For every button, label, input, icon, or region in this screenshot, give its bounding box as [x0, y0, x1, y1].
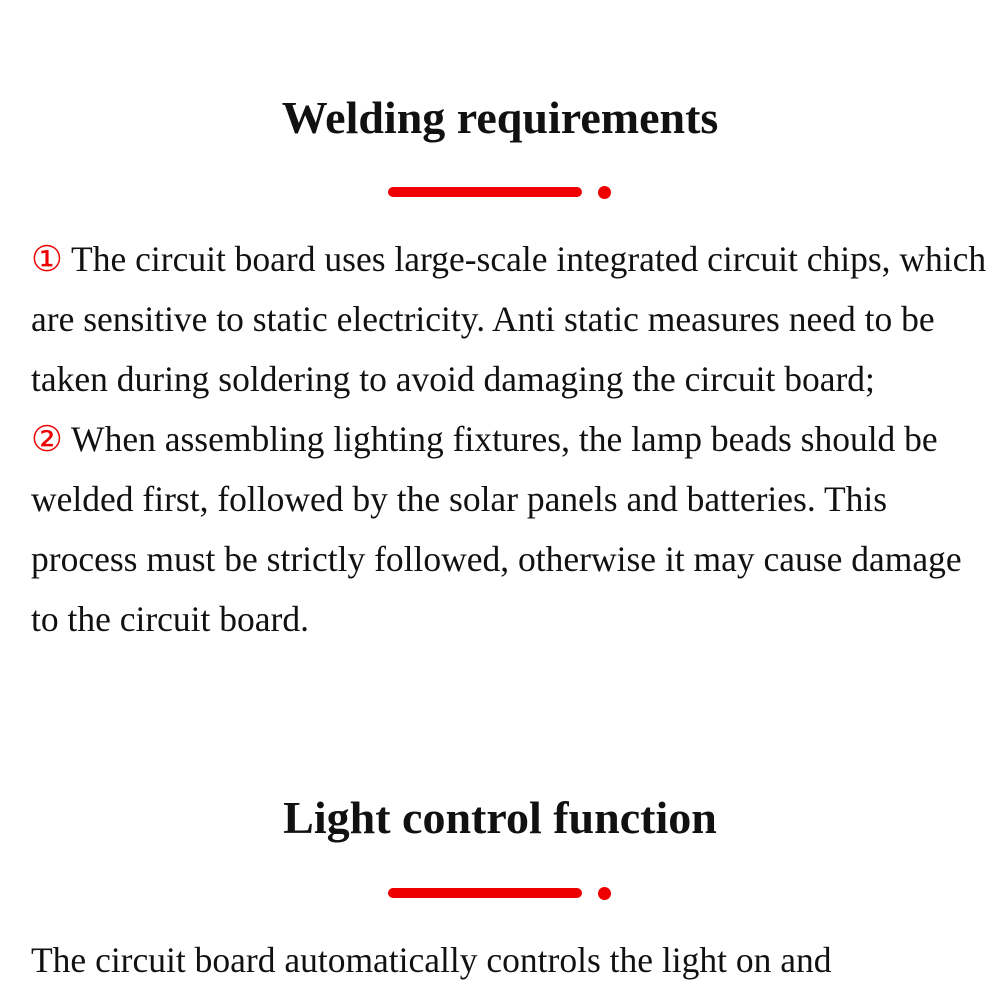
divider-dot: [598, 887, 611, 900]
light-control-function-heading: Light control function: [283, 792, 717, 843]
item-number-marker: ②: [31, 419, 63, 459]
divider-bar: [388, 187, 582, 197]
welding-item-1: [31, 229, 991, 409]
welding-item-1-text: The circuit board uses large-scale integrated circuit chips, which are sensitive to static electricity. Anti static measures need to be taken during soldering to avoid damaging the circuit board;: [31, 239, 987, 399]
welding-item-2: [31, 409, 991, 649]
welding-requirements-heading: Welding requirements: [281, 92, 719, 143]
light-control-text: The circuit board automatically controls the light on and: [31, 940, 832, 980]
welding-requirements-body: [31, 229, 991, 649]
light-control-function-body: [31, 930, 991, 990]
welding-item-2-text: When assembling lighting fixtures, the lamp beads should be welded first, followed by the solar panels and batteries. This process must be strictly followed, otherwise it may cause damage to the circuit board.: [31, 419, 962, 639]
light-control-heading-divider: [388, 888, 618, 900]
divider-bar: [388, 888, 582, 898]
welding-heading-divider: [388, 187, 618, 199]
item-number-marker: ①: [31, 239, 63, 279]
divider-dot: [598, 186, 611, 199]
